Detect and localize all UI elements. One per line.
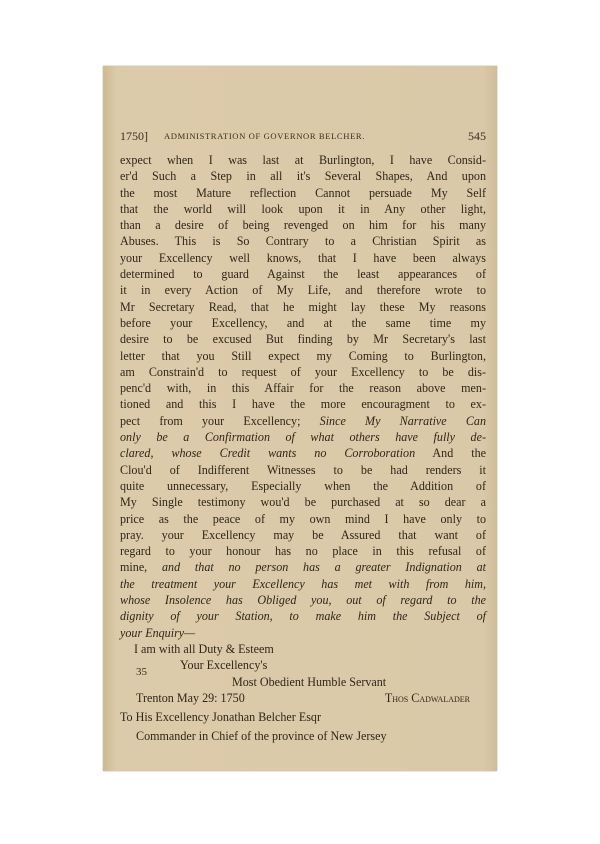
signature: Thos Cadwalader [384, 690, 470, 705]
italic-segment: clared, whose Credit wants no Corroboration [120, 446, 416, 461]
text-line: before your Excellency, and at the same time my [120, 315, 486, 330]
italic-segment: your Enquiry— [120, 625, 195, 640]
italic-segment: dignity of your Station, to make him the Subject of [120, 609, 486, 624]
text-line: your Excellency well knows, that I have been always [120, 250, 486, 265]
text-line-italic [120, 592, 486, 608]
text-line-mixed [120, 445, 486, 461]
running-header [120, 129, 486, 145]
text-line: pray. your Excellency may be Assured that want of [120, 527, 486, 542]
text-segment: And the [415, 446, 486, 461]
italic-segment: whose Insolence has Obliged you, out of regard to the [120, 593, 486, 608]
text-line: desire to be excused But finding by Mr Secretary's last [120, 332, 486, 347]
text-line-italic [120, 576, 486, 592]
text-line: quite unnecessary, Especially when the Addition of [120, 478, 486, 493]
text-line: expect when I was last at Burlington, I have Consid- [120, 153, 486, 167]
text-line: the most Mature reflection Cannot persuade My Self [120, 185, 486, 200]
signature-mark: 35 [136, 666, 147, 678]
text-line-italic [120, 429, 486, 445]
text-line: regard to your honour has no place in this refusal of [120, 544, 486, 559]
italic-segment: only be a Confirmation of what others have fully de- [120, 430, 486, 445]
text-line: penc'd with, in this Affair for the reason above men- [120, 381, 486, 396]
text-line-italic [120, 608, 486, 624]
text-segment: pect from your Excellency; [120, 413, 301, 428]
text-line: My Single testimony wou'd be purchased at so dear a [120, 495, 486, 510]
italic-segment: and that no person has a greater Indignation at [147, 560, 486, 575]
text-line: Abuses. This is So Contrary to a Christian Spirit as [120, 234, 486, 249]
text-line: Clou'd of Indifferent Witnesses to be had renders it [120, 462, 486, 477]
text-line: than a desire of being revenged on him for his many [120, 218, 486, 233]
text-line: tioned and this I have the more encouragment to ex- [120, 397, 486, 412]
closing-line: Most Obedient Humble Servant [232, 674, 387, 689]
text-line: letter that you Still expect my Coming to Burlington, [120, 348, 486, 363]
italic-segment: the treatment your Excellency has met with from him, [120, 576, 486, 591]
text-line-mixed [120, 413, 486, 429]
signature-row [120, 690, 486, 706]
text-line: Mr Secretary Read, that he might lay these My reasons [120, 299, 486, 314]
closing-line: Your Excellency's [180, 658, 268, 673]
letter-body [120, 152, 486, 745]
header-year: 1750] [120, 129, 148, 143]
text-line: that the world will look upon it in Any other light, [120, 201, 486, 216]
text-line: determined to guard Against the least appearances of [120, 267, 486, 282]
address-line: Commander in Chief of the province of New Jersey [136, 729, 387, 744]
book-page [103, 66, 497, 771]
text-line-italic [120, 625, 486, 641]
header-page-number: 545 [468, 129, 486, 143]
address-line: To His Excellency Jonathan Belcher Esqr [120, 710, 321, 725]
text-segment: mine, [120, 560, 148, 575]
text-line: it in every Action of My Life, and therefore wrote to [120, 283, 486, 298]
place-date: Trenton May 29: 1750 [136, 690, 245, 705]
closing-line: I am with all Duty & Esteem [134, 641, 274, 656]
italic-segment: Since My Narrative Can [319, 413, 487, 428]
text-line-mixed [120, 559, 486, 575]
text-line: er'd Such a Step in all it's Several Shapes, And upon [120, 169, 486, 184]
text-line: price as the peace of my own mind I have only to [120, 511, 486, 526]
text-line: am Constrain'd to request of your Excellency to be dis- [120, 364, 486, 379]
header-title: ADMINISTRATION OF GOVERNOR BELCHER. [164, 131, 365, 141]
